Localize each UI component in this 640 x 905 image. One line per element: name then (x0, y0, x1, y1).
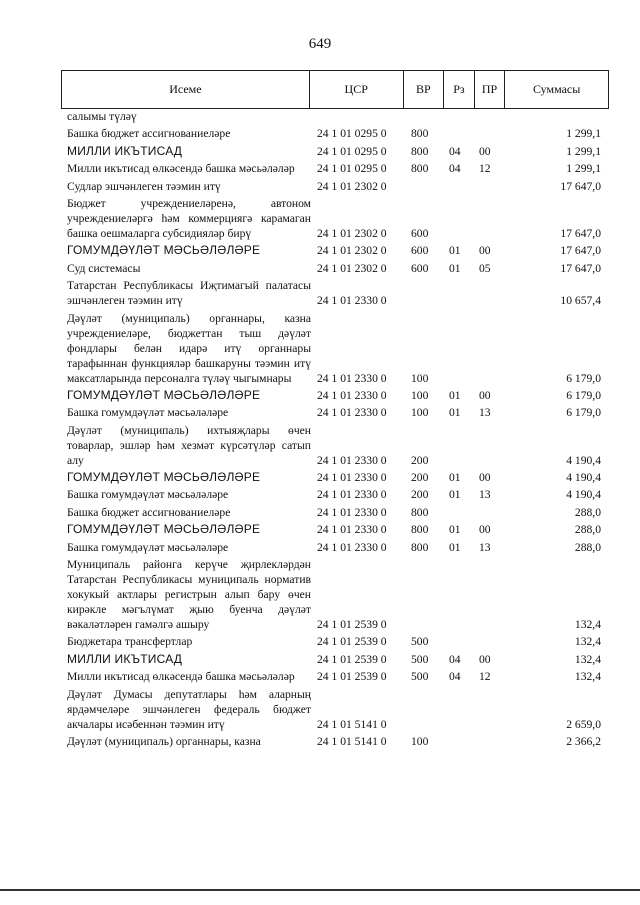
page-bottom-rule (0, 889, 640, 891)
cell-vr: 500 (411, 670, 429, 684)
header-csr: ЦСР (309, 71, 403, 108)
table-row (61, 144, 609, 159)
cell-csr: 24 1 01 2539 0 (317, 618, 387, 632)
cell-name: МИЛЛИ ИКЪТИСАД (67, 651, 183, 666)
budget-table (61, 70, 609, 751)
cell-name: Дәүләт Думасы депутатлары һәм аларның ярдәмчеләре эшчәнлеген федераль бюджет акчалары исәбеннән тәэмин итү (67, 687, 311, 731)
cell-name: салымы түләү (67, 110, 137, 123)
cell-name: Башка гомумдәүләт мәсьәләләре (67, 488, 229, 502)
cell-csr: 24 1 01 0295 0 (317, 127, 387, 141)
cell-rz: 01 (449, 261, 461, 275)
cell-sum: 4 190,4 (566, 453, 601, 467)
cell-pr: 00 (479, 471, 491, 485)
cell-name: Дәүләт (муниципаль) органнары, казна учреждениеләре, бюджеттан тыш дәүләт фондлары белән идарә итү органнары тарафыннан функцияләр башкаруны тәэмин итү максатларында персоналга түләү чыгымнары (67, 311, 311, 385)
cell-name: Судлар эшчәнлеген тәэмин итү (67, 179, 221, 193)
cell-csr: 24 1 01 2330 0 (317, 371, 387, 385)
cell-csr: 24 1 01 2330 0 (317, 505, 387, 519)
cell-sum: 1 299,1 (566, 127, 601, 141)
cell-name: ГОМУМДӘҮЛӘТ МӘСЬӘЛӘЛӘРЕ (67, 470, 261, 485)
cell-csr: 24 1 01 5141 0 (317, 717, 387, 731)
cell-sum: 2 366,2 (566, 734, 601, 748)
table-row (61, 126, 609, 141)
cell-csr: 24 1 01 0295 0 (317, 162, 387, 176)
cell-rz: 04 (449, 162, 461, 176)
cell-name: Татарстан Республикасы Иҗтимагый палатасы эшчәнлеген тәэмин итү (67, 279, 311, 308)
cell-vr: 200 (411, 488, 429, 502)
cell-csr: 24 1 01 2302 0 (317, 179, 387, 193)
table-header (61, 70, 609, 109)
table-row (61, 505, 609, 520)
table-row (61, 388, 609, 403)
table-row (61, 311, 609, 386)
table-row (61, 179, 609, 194)
cell-pr: 13 (479, 540, 491, 554)
cell-pr: 00 (479, 244, 491, 258)
cell-vr: 500 (411, 635, 429, 649)
table-body (61, 109, 609, 749)
cell-sum: 132,4 (574, 670, 601, 684)
cell-sum: 17 647,0 (560, 226, 601, 240)
cell-csr: 24 1 01 5141 0 (317, 734, 387, 748)
cell-name: ГОМУМДӘҮЛӘТ МӘСЬӘЛӘЛӘРЕ (67, 387, 261, 402)
cell-vr: 200 (411, 471, 429, 485)
cell-pr: 00 (479, 388, 491, 402)
cell-vr: 500 (411, 652, 429, 666)
header-sum: Суммасы (504, 71, 608, 108)
cell-name: Бюджетара трансфертлар (67, 635, 193, 649)
table-row (61, 405, 609, 420)
cell-vr: 600 (411, 226, 429, 240)
cell-vr: 800 (411, 144, 429, 158)
cell-pr: 05 (479, 261, 491, 275)
cell-sum: 288,0 (574, 540, 601, 554)
table-row (61, 423, 609, 468)
cell-csr: 24 1 01 2330 0 (317, 471, 387, 485)
table-row (61, 634, 609, 649)
table-row (61, 278, 609, 308)
cell-csr: 24 1 01 2539 0 (317, 670, 387, 684)
cell-sum: 6 179,0 (566, 388, 601, 402)
cell-csr: 24 1 01 2330 0 (317, 294, 387, 308)
table-row (61, 196, 609, 241)
cell-vr: 100 (411, 406, 429, 420)
cell-rz: 01 (449, 388, 461, 402)
cell-csr: 24 1 01 2539 0 (317, 652, 387, 666)
cell-sum: 1 299,1 (566, 144, 601, 158)
cell-csr: 24 1 01 2330 0 (317, 406, 387, 420)
cell-vr: 200 (411, 453, 429, 467)
cell-csr: 24 1 01 2330 0 (317, 523, 387, 537)
cell-name: Муниципаль районга керүче җирлекләрдән Татарстан Республикасы муниципаль норматив хокукый актлары регистрын алып бару өчен кирәкле мәгълүмат җыю буенча дәүләт вәкаләтләрен гамәлгә ашыру (67, 558, 311, 632)
cell-csr: 24 1 01 0295 0 (317, 144, 387, 158)
cell-name: Башка бюджет ассигнованиеләре (67, 127, 231, 141)
cell-sum: 4 190,4 (566, 488, 601, 502)
cell-csr: 24 1 01 2302 0 (317, 261, 387, 275)
cell-name: ГОМУМДӘҮЛӘТ МӘСЬӘЛӘЛӘРЕ (67, 522, 261, 537)
table-row (61, 161, 609, 176)
table-row (61, 652, 609, 667)
cell-vr: 800 (411, 540, 429, 554)
header-name: Исеме (169, 82, 202, 96)
cell-sum: 6 179,0 (566, 371, 601, 385)
cell-vr: 800 (411, 505, 429, 519)
table-row (61, 487, 609, 502)
cell-sum: 1 299,1 (566, 162, 601, 176)
cell-name: Башка бюджет ассигнованиеләре (67, 505, 231, 519)
table-row (61, 557, 609, 632)
cell-rz: 01 (449, 540, 461, 554)
cell-rz: 01 (449, 471, 461, 485)
cell-csr: 24 1 01 2330 0 (317, 453, 387, 467)
cell-sum: 10 657,4 (560, 294, 601, 308)
cell-pr: 00 (479, 523, 491, 537)
cell-vr: 600 (411, 261, 429, 275)
cell-rz: 01 (449, 523, 461, 537)
cell-pr: 12 (479, 670, 491, 684)
cell-pr: 00 (479, 144, 491, 158)
cell-name: Бюджет учреждениеләренә, автоном учреждениеләргә һәм коммерциягә карамаган башка оешмаларга субсидияләр бирү (67, 196, 311, 240)
cell-rz: 04 (449, 144, 461, 158)
table-row (61, 669, 609, 684)
header-pr: ПР (474, 71, 505, 108)
cell-pr: 12 (479, 162, 491, 176)
cell-pr: 00 (479, 652, 491, 666)
cell-rz: 04 (449, 670, 461, 684)
cell-sum: 4 190,4 (566, 471, 601, 485)
cell-rz: 01 (449, 488, 461, 502)
cell-name: Милли икътисад өлкәсендә башка мәсьәләләр (67, 162, 295, 176)
table-row (61, 261, 609, 276)
cell-name: Дәүләт (муниципаль) органнары, казна (67, 734, 261, 748)
cell-sum: 17 647,0 (560, 179, 601, 193)
cell-name: ГОМУМДӘҮЛӘТ МӘСЬӘЛӘЛӘРЕ (67, 243, 261, 258)
cell-pr: 13 (479, 406, 491, 420)
cell-csr: 24 1 01 2302 0 (317, 226, 387, 240)
cell-name: Милли икътисад өлкәсендә башка мәсьәләләр (67, 670, 295, 684)
cell-name: Башка гомумдәүләт мәсьәләләре (67, 540, 229, 554)
table-row (61, 243, 609, 258)
cell-sum: 132,4 (574, 618, 601, 632)
cell-csr: 24 1 01 2330 0 (317, 488, 387, 502)
table-row (61, 687, 609, 732)
cell-vr: 100 (411, 388, 429, 402)
cell-csr: 24 1 01 2539 0 (317, 635, 387, 649)
table-row (61, 540, 609, 555)
table-row (61, 470, 609, 485)
cell-csr: 24 1 01 2302 0 (317, 244, 387, 258)
cell-rz: 04 (449, 652, 461, 666)
cell-sum: 2 659,0 (566, 717, 601, 731)
table-row (61, 734, 609, 749)
cell-name: Башка гомумдәүләт мәсьәләләре (67, 406, 229, 420)
cell-sum: 17 647,0 (560, 244, 601, 258)
cell-vr: 800 (411, 127, 429, 141)
cell-vr: 800 (411, 162, 429, 176)
cell-rz: 01 (449, 244, 461, 258)
cell-csr: 24 1 01 2330 0 (317, 540, 387, 554)
cell-sum: 17 647,0 (560, 261, 601, 275)
cell-sum: 288,0 (574, 505, 601, 519)
cell-vr: 100 (411, 734, 429, 748)
table-row (61, 109, 609, 124)
cell-sum: 6 179,0 (566, 406, 601, 420)
cell-csr: 24 1 01 2330 0 (317, 388, 387, 402)
header-vr: ВР (403, 71, 443, 108)
header-rz: Рз (443, 71, 474, 108)
cell-vr: 100 (411, 371, 429, 385)
cell-vr: 800 (411, 523, 429, 537)
page-number: 649 (308, 36, 332, 52)
cell-vr: 600 (411, 244, 429, 258)
cell-name: Суд системасы (67, 261, 141, 275)
cell-pr: 13 (479, 488, 491, 502)
cell-rz: 01 (449, 406, 461, 420)
cell-name: МИЛЛИ ИКЪТИСАД (67, 143, 183, 158)
table-row (61, 522, 609, 537)
cell-sum: 132,4 (574, 635, 601, 649)
cell-sum: 288,0 (574, 523, 601, 537)
cell-name: Дәүләт (муниципаль) ихтыяҗлары өчен товарлар, эшләр һәм хезмәт күрсәтүләр сатып алу (67, 423, 311, 467)
cell-sum: 132,4 (574, 652, 601, 666)
